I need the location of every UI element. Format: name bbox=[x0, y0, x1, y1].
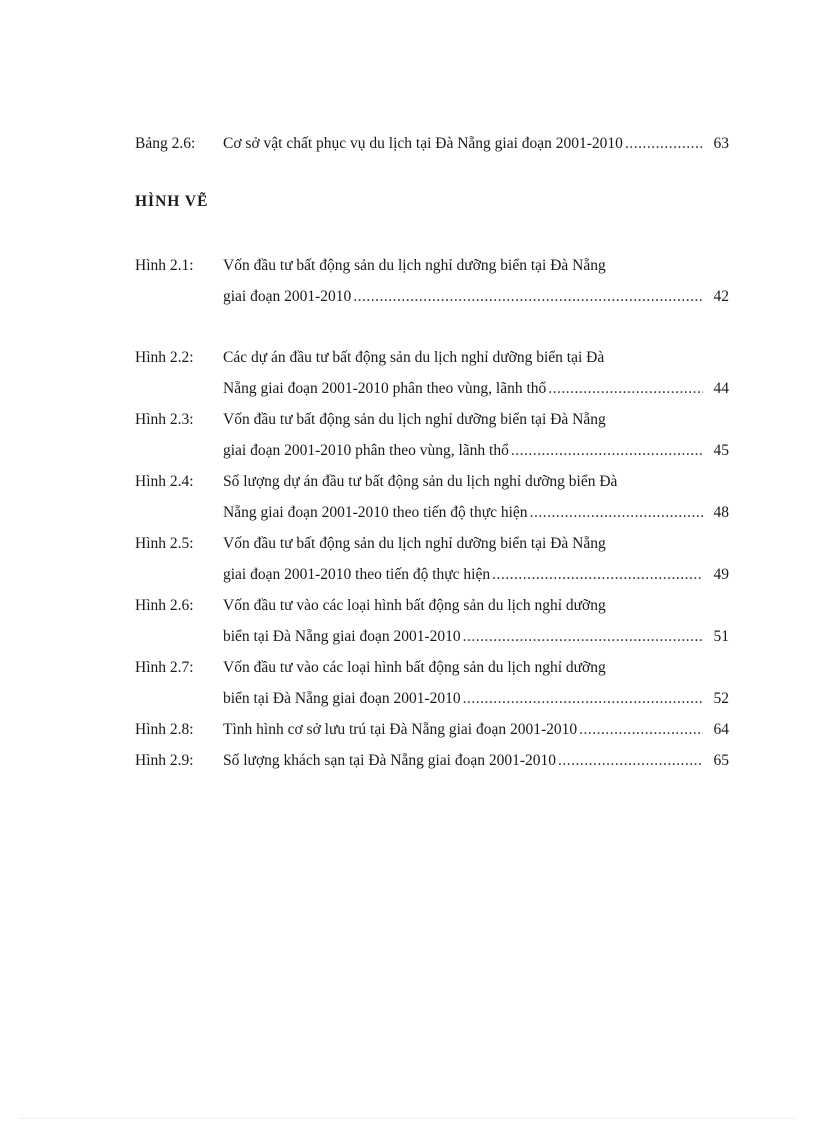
page-number: 65 bbox=[713, 752, 729, 769]
entry-title: Vốn đầu tư vào các loại hình bất động sản du lịch nghỉ dưỡng bbox=[223, 659, 606, 676]
entry-label: Hình 2.8: bbox=[135, 721, 194, 738]
entry-title: Số lượng khách sạn tại Đà Nẵng giai đoạn 2001-2010 bbox=[223, 752, 556, 769]
entry-label: Hình 2.2: bbox=[135, 349, 194, 366]
leader-dots bbox=[558, 751, 703, 771]
entry-title: Vốn đầu tư bất động sản du lịch nghỉ dưỡng biển tại Đà Nẵng bbox=[223, 257, 606, 274]
entry-label: Hình 2.1: bbox=[135, 257, 194, 274]
entry-title-continued: biển tại Đà Nẵng giai đoạn 2001-2010 bbox=[223, 690, 461, 707]
page-number: 64 bbox=[713, 721, 729, 738]
entry-label: Hình 2.6: bbox=[135, 597, 194, 614]
entry-label: Hình 2.3: bbox=[135, 411, 194, 428]
page-number: 48 bbox=[713, 504, 729, 521]
toc-entry-figure-2-4[interactable] bbox=[135, 472, 729, 523]
page-number: 42 bbox=[713, 288, 729, 305]
section-heading: HÌNH VẼ bbox=[135, 193, 209, 210]
leader-dots bbox=[511, 441, 703, 461]
toc-entry-table-2-6[interactable] bbox=[135, 134, 729, 154]
entry-label: Hình 2.9: bbox=[135, 752, 194, 769]
leader-dots bbox=[579, 720, 703, 740]
leader-dots bbox=[353, 287, 703, 307]
entry-label: Bảng 2.6: bbox=[135, 135, 196, 152]
entry-title-continued: giai đoạn 2001-2010 bbox=[223, 288, 352, 305]
leader-dots bbox=[530, 503, 703, 523]
toc-entry-figure-2-9[interactable] bbox=[135, 751, 729, 771]
entry-title: Vốn đầu tư bất động sản du lịch nghỉ dưỡng biển tại Đà Nẵng bbox=[223, 411, 606, 428]
toc-entry-figure-2-1[interactable] bbox=[135, 256, 729, 307]
page-number: 63 bbox=[713, 135, 729, 152]
entry-title: Cơ sở vật chất phục vụ du lịch tại Đà Nẵng giai đoạn 2001-2010 bbox=[223, 135, 623, 152]
leader-dots bbox=[492, 565, 703, 585]
entry-title-continued: biển tại Đà Nẵng giai đoạn 2001-2010 bbox=[223, 628, 461, 645]
page-number: 45 bbox=[713, 442, 729, 459]
page-bottom-divider bbox=[20, 1118, 796, 1119]
leader-dots bbox=[625, 134, 703, 154]
entry-title: Vốn đầu tư vào các loại hình bất động sản du lịch nghỉ dưỡng bbox=[223, 597, 606, 614]
leader-dots bbox=[548, 379, 703, 399]
toc-entry-figure-2-7[interactable] bbox=[135, 658, 729, 709]
toc-entry-figure-2-6[interactable] bbox=[135, 596, 729, 647]
page-number: 52 bbox=[713, 690, 729, 707]
entry-title: Vốn đầu tư bất động sản du lịch nghỉ dưỡng biển tại Đà Nẵng bbox=[223, 535, 606, 552]
entry-label: Hình 2.7: bbox=[135, 659, 194, 676]
page-number: 49 bbox=[713, 566, 729, 583]
entry-title-continued: giai đoạn 2001-2010 theo tiến độ thực hiện bbox=[223, 566, 491, 583]
entry-title-continued: Nẵng giai đoạn 2001-2010 theo tiến độ thực hiện bbox=[223, 504, 528, 521]
entry-title-continued: giai đoạn 2001-2010 phân theo vùng, lãnh thổ bbox=[223, 442, 509, 459]
toc-entry-figure-2-5[interactable] bbox=[135, 534, 729, 585]
entry-title: Tình hình cơ sở lưu trú tại Đà Nẵng giai đoạn 2001-2010 bbox=[223, 721, 578, 738]
entry-label: Hình 2.5: bbox=[135, 535, 194, 552]
entry-title: Số lượng dự án đầu tư bất động sản du lịch nghỉ dưỡng biển Đà bbox=[223, 473, 618, 490]
entry-label: Hình 2.4: bbox=[135, 473, 194, 490]
toc-entry-figure-2-2[interactable] bbox=[135, 348, 729, 399]
leader-dots bbox=[463, 689, 703, 709]
entry-title-continued: Nẵng giai đoạn 2001-2010 phân theo vùng, lãnh thổ bbox=[223, 380, 547, 397]
toc-entry-figure-2-3[interactable] bbox=[135, 410, 729, 461]
entry-title: Các dự án đầu tư bất động sản du lịch nghỉ dưỡng biển tại Đà bbox=[223, 349, 605, 366]
page-number: 51 bbox=[713, 628, 729, 645]
leader-dots bbox=[463, 627, 703, 647]
toc-entry-figure-2-8[interactable] bbox=[135, 720, 729, 740]
page-number: 44 bbox=[713, 380, 729, 397]
